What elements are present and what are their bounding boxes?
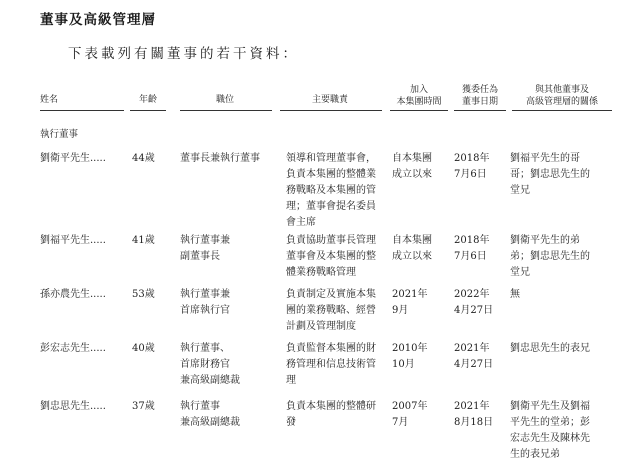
cell-relation-line: 弟；劉忠思先生的 [510,251,590,262]
cell-duties-line: 負責本集團的整體研 [286,401,376,412]
cell-age [132,399,166,415]
cell-joined-line: 成立以來 [392,169,432,180]
cell-joined [392,287,448,319]
cell-duties-line: 負責協助董事長管理 [286,235,376,246]
cell-joined-line: 2021年 [392,289,428,300]
cell-duties [286,233,386,281]
cell-duties-line: 領導和管理董事會， [286,153,376,164]
cell-position [180,341,276,389]
cell-appointed [454,151,506,183]
cell-duties-line: 體業務戰略管理 [286,267,356,278]
cell-position-line: 執行董事、 [180,343,230,354]
cell-duties-line: 負責制定及實施本集 [286,289,376,300]
cell-name-line: 劉衛平先生..... [40,153,106,164]
cell-appointed-line: 4月27日 [454,359,494,370]
cell-age-line: 40歲 [132,343,155,354]
cell-position-line: 執行董事 [180,401,220,412]
cell-joined-line: 10月 [392,359,415,370]
cell-joined [392,151,448,183]
cell-joined-line: 2010年 [392,343,428,354]
cell-duties [286,341,386,389]
cell-duties-line: 董事會及本集團的整 [286,251,376,262]
cell-joined-line: 自本集團 [392,235,432,246]
cell-name [40,151,126,167]
cell-duties-line: 理 [286,375,296,386]
cell-appointed-line: 7月6日 [454,169,487,180]
cell-duties-line: 理；董事會提名委員 [286,201,376,212]
cell-appointed [454,233,506,265]
header-relation-line1: 與其他董事及 [534,85,589,95]
cell-duties-line: 負責本集團的整體業 [286,169,376,180]
cell-age [132,151,166,167]
header-age: 年齡 [138,95,157,105]
cell-age-line: 41歲 [132,235,155,246]
intro-text: 下表載列有關董事的若干資料： [68,46,299,62]
cell-position-line: 執行董事兼 [180,235,230,246]
cell-relation [510,287,622,303]
cell-relation-line: 劉忠思先生的表兄 [510,343,590,354]
cell-appointed [454,341,506,373]
cell-age-line: 53歲 [132,289,155,300]
cell-position-line: 執行董事兼 [180,289,230,300]
cell-joined [392,233,448,265]
cell-joined-line: 7月 [392,417,409,428]
cell-position [180,151,276,167]
cell-relation-line: 劉福平先生的哥 [510,153,580,164]
cell-age [132,341,166,357]
cell-relation-line: 堂兄 [510,267,530,278]
cell-joined-line: 2007年 [392,401,428,412]
cell-appointed-line: 2022年 [454,289,490,300]
cell-name [40,341,126,357]
cell-relation-line: 哥；劉忠思先生的 [510,169,590,180]
cell-relation [510,151,622,199]
cell-appointed-line: 4月27日 [454,305,494,316]
cell-duties-line: 會主席 [286,217,316,228]
cell-appointed-line: 8月18日 [454,417,494,428]
header-rule-appointed [454,110,506,111]
cell-duties-line: 負責監督本集團的財 [286,343,376,354]
header-joined [388,84,450,108]
cell-position-line: 首席財務官 [180,359,230,370]
cell-name [40,399,126,415]
cell-age-line: 37歲 [132,401,155,412]
cell-relation-line: 宏志先生及陳林先 [510,433,590,444]
cell-relation-line: 平先生的堂弟；彭 [510,417,590,428]
header-position: 職位 [215,95,234,105]
header-joined-line2: 本集團時間 [396,97,442,107]
cell-name-line: 劉福平先生..... [40,235,106,246]
header-rule-name [40,110,124,111]
cell-appointed [454,287,506,319]
header-rule-duties [280,110,382,111]
cell-duties [286,287,386,335]
cell-duties-line: 團的業務戰略、經營 [286,305,376,316]
header-name: 姓名 [40,95,59,105]
cell-joined [392,399,448,431]
cell-age [132,287,166,303]
group-label: 執行董事 [40,129,79,140]
cell-name [40,233,126,249]
cell-appointed-line: 7月6日 [454,251,487,262]
cell-position [180,287,276,319]
cell-appointed-line: 2018年 [454,235,490,246]
cell-name-line: 彭宏志先生..... [40,343,106,354]
cell-joined [392,341,448,373]
cell-appointed-line: 2021年 [454,343,490,354]
cell-relation-line: 堂兄 [510,185,530,196]
cell-position-line: 副董事長 [180,251,220,262]
cell-age-line: 44歲 [132,153,155,164]
header-relation-line2: 高級管理層的關係 [525,97,598,107]
cell-relation-line: 無 [510,289,520,300]
section-title: 董事及高級管理層 [40,12,156,28]
cell-relation [510,233,622,281]
cell-name-line: 劉忠思先生..... [40,401,106,412]
header-joined-line1: 加入 [409,85,428,95]
cell-duties-line: 發 [286,417,296,428]
cell-position-line: 兼高級副總裁 [180,375,240,386]
cell-position-line: 兼高級副總裁 [180,417,240,428]
header-appointed-line2: 董事日期 [461,97,498,107]
header-rule-position [180,110,272,111]
cell-joined-line: 成立以來 [392,251,432,262]
cell-relation [510,341,622,357]
cell-duties-line: 務戰略及本集團的管 [286,185,376,196]
cell-joined-line: 自本集團 [392,153,432,164]
cell-appointed-line: 2021年 [454,401,490,412]
cell-duties [286,399,386,431]
header-relation [512,84,612,108]
cell-name [40,287,126,303]
cell-appointed-line: 2018年 [454,153,490,164]
cell-relation-line: 生的表兄弟 [510,449,560,460]
cell-duties-line: 務管理和信息技術管 [286,359,376,370]
cell-relation [510,399,622,463]
cell-position-line: 董事長兼執行董事 [180,153,260,164]
cell-duties-line: 計劃及管理制度 [286,321,356,332]
header-rule-relation [512,110,612,111]
cell-duties [286,151,386,231]
cell-name-line: 孫亦農先生..... [40,289,106,300]
cell-relation-line: 劉衛平先生及劉福 [510,401,590,412]
cell-appointed [454,399,506,431]
cell-relation-line: 劉衛平先生的弟 [510,235,580,246]
header-rule-joined [390,110,448,111]
cell-age [132,233,166,249]
cell-position [180,233,276,265]
header-duties: 主要職責 [311,95,348,105]
header-appointed [452,84,508,108]
header-rule-age [130,110,166,111]
cell-position [180,399,276,431]
cell-position-line: 首席執行官 [180,305,230,316]
cell-joined-line: 9月 [392,305,409,316]
header-appointed-line1: 獲委任為 [461,85,498,95]
